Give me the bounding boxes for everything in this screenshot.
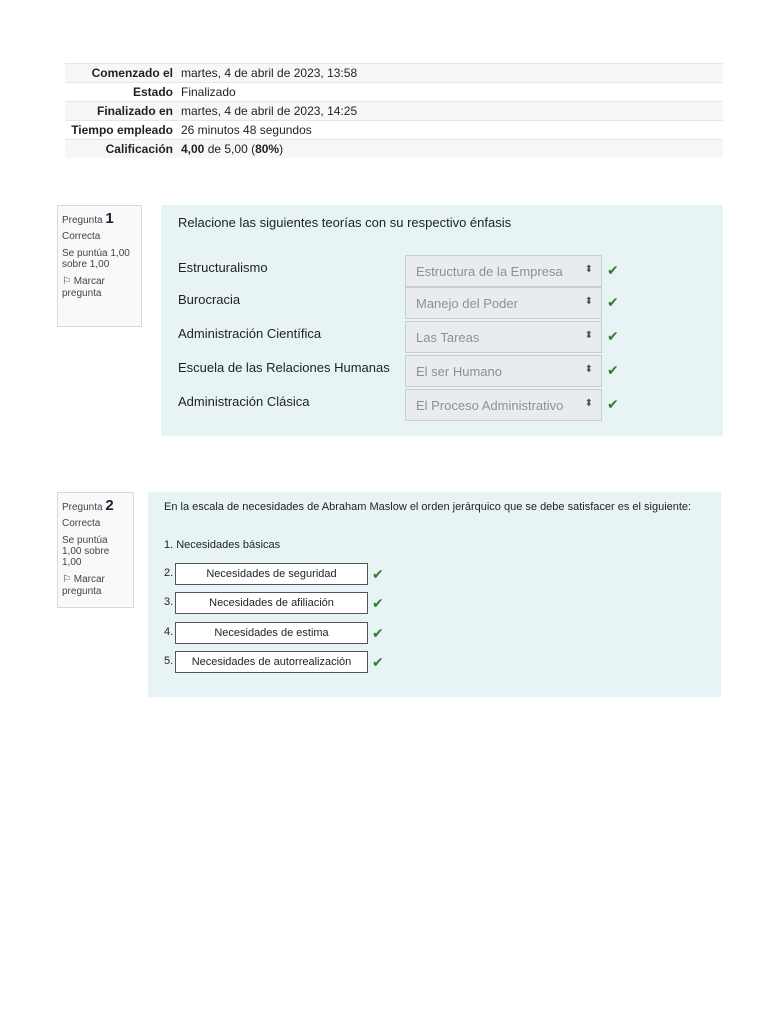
- correct-check-icon: ✔: [372, 566, 384, 582]
- summary-value: martes, 4 de abril de 2023, 13:58: [177, 64, 723, 83]
- match-row: [178, 321, 698, 353]
- summary-row: [65, 83, 723, 102]
- match-label: Administración Clásica: [178, 394, 310, 409]
- summary-label: Finalizado en: [65, 102, 177, 121]
- question-2-info: [57, 492, 134, 608]
- match-label: Administración Científica: [178, 326, 322, 341]
- correct-check-icon: ✔: [607, 294, 619, 310]
- answer-box[interactable]: Necesidades de estima: [175, 622, 368, 644]
- summary-label: Calificación: [65, 140, 177, 159]
- select-arrow-icon: ⬍: [584, 364, 593, 375]
- match-label: Estructuralismo: [178, 260, 268, 275]
- flag-label: Marcar pregunta: [62, 574, 105, 597]
- correct-check-icon: ✔: [372, 654, 384, 670]
- grade-value: [177, 140, 723, 159]
- order-number: 5.: [164, 655, 174, 667]
- summary-row: [65, 64, 723, 83]
- correct-check-icon: ✔: [372, 595, 384, 611]
- question-grade: Se puntúa 1,00 sobre 1,00: [62, 248, 130, 270]
- answer-select[interactable]: [405, 255, 602, 287]
- selected-answer: Estructura de la Empresa: [416, 264, 563, 279]
- correct-check-icon: ✔: [607, 362, 619, 378]
- answer-select[interactable]: [405, 389, 602, 421]
- question-2-content: [148, 492, 721, 697]
- attempt-summary-table: [65, 63, 723, 158]
- select-arrow-icon: ⬍: [584, 296, 593, 307]
- question-1-content: [161, 205, 723, 436]
- order-number: 3.: [164, 596, 174, 608]
- select-arrow-icon: ⬍: [584, 264, 593, 275]
- question-text: En la escala de necesidades de Abraham Maslow el orden jerárquico que se debe satisfacer es el siguiente:: [164, 501, 692, 513]
- flag-question-link[interactable]: [62, 276, 137, 300]
- summary-row: [65, 140, 723, 159]
- answer-box[interactable]: Necesidades de autorrealización: [175, 651, 368, 673]
- match-row: [178, 389, 698, 421]
- first-item: 1. Necesidades básicas: [164, 539, 281, 551]
- order-number: 2.: [164, 567, 174, 579]
- match-row: [178, 355, 698, 387]
- question-state: Correcta: [62, 518, 101, 529]
- summary-value: martes, 4 de abril de 2023, 14:25: [177, 102, 723, 121]
- correct-check-icon: ✔: [607, 396, 619, 412]
- answer-box[interactable]: Necesidades de seguridad: [175, 563, 368, 585]
- summary-row: [65, 121, 723, 140]
- order-number: 4.: [164, 626, 174, 638]
- select-arrow-icon: ⬍: [584, 330, 593, 341]
- selected-answer: Manejo del Poder: [416, 296, 518, 311]
- grade-close: ): [279, 142, 284, 156]
- summary-row: [65, 102, 723, 121]
- summary-value: 26 minutos 48 segundos: [177, 121, 723, 140]
- flag-icon: ⚐: [62, 276, 71, 287]
- correct-check-icon: ✔: [607, 328, 619, 344]
- answer-select[interactable]: [405, 287, 602, 319]
- question-text: Relacione las siguientes teorías con su respectivo énfasis: [178, 215, 512, 230]
- selected-answer: El ser Humano: [416, 364, 502, 379]
- answer-box[interactable]: Necesidades de afiliación: [175, 592, 368, 614]
- grade-score: 4,00: [181, 142, 205, 156]
- selected-answer: El Proceso Administrativo: [416, 398, 564, 413]
- match-label: Escuela de las Relaciones Humanas: [178, 360, 390, 375]
- flag-label: Marcar pregunta: [62, 276, 105, 299]
- question-number-value: 1: [105, 210, 114, 227]
- grade-percent: 80%: [255, 142, 280, 156]
- question-number-value: 2: [105, 497, 114, 514]
- question-prefix: Pregunta: [62, 502, 103, 513]
- question-number: [62, 497, 129, 514]
- match-label: Burocracia: [178, 292, 241, 307]
- question-state: Correcta: [62, 231, 101, 242]
- summary-value: Finalizado: [177, 83, 723, 102]
- grade-max: de 5,00 (: [207, 142, 256, 156]
- question-1-info: [57, 205, 142, 327]
- correct-check-icon: ✔: [607, 262, 619, 278]
- question-grade: Se puntúa 1,00 sobre 1,00: [62, 535, 110, 568]
- correct-check-icon: ✔: [372, 625, 384, 641]
- match-row: [178, 287, 698, 319]
- flag-icon: ⚐: [62, 574, 71, 585]
- select-arrow-icon: ⬍: [584, 398, 593, 409]
- answer-select[interactable]: [405, 321, 602, 353]
- answer-select[interactable]: [405, 355, 602, 387]
- selected-answer: Las Tareas: [416, 330, 480, 345]
- question-number: [62, 210, 137, 227]
- summary-label: Estado: [65, 83, 177, 102]
- match-row: [178, 255, 698, 287]
- flag-question-link[interactable]: [62, 574, 129, 598]
- summary-label: Tiempo empleado: [65, 121, 177, 140]
- question-prefix: Pregunta: [62, 215, 103, 226]
- summary-label: Comenzado el: [65, 64, 177, 83]
